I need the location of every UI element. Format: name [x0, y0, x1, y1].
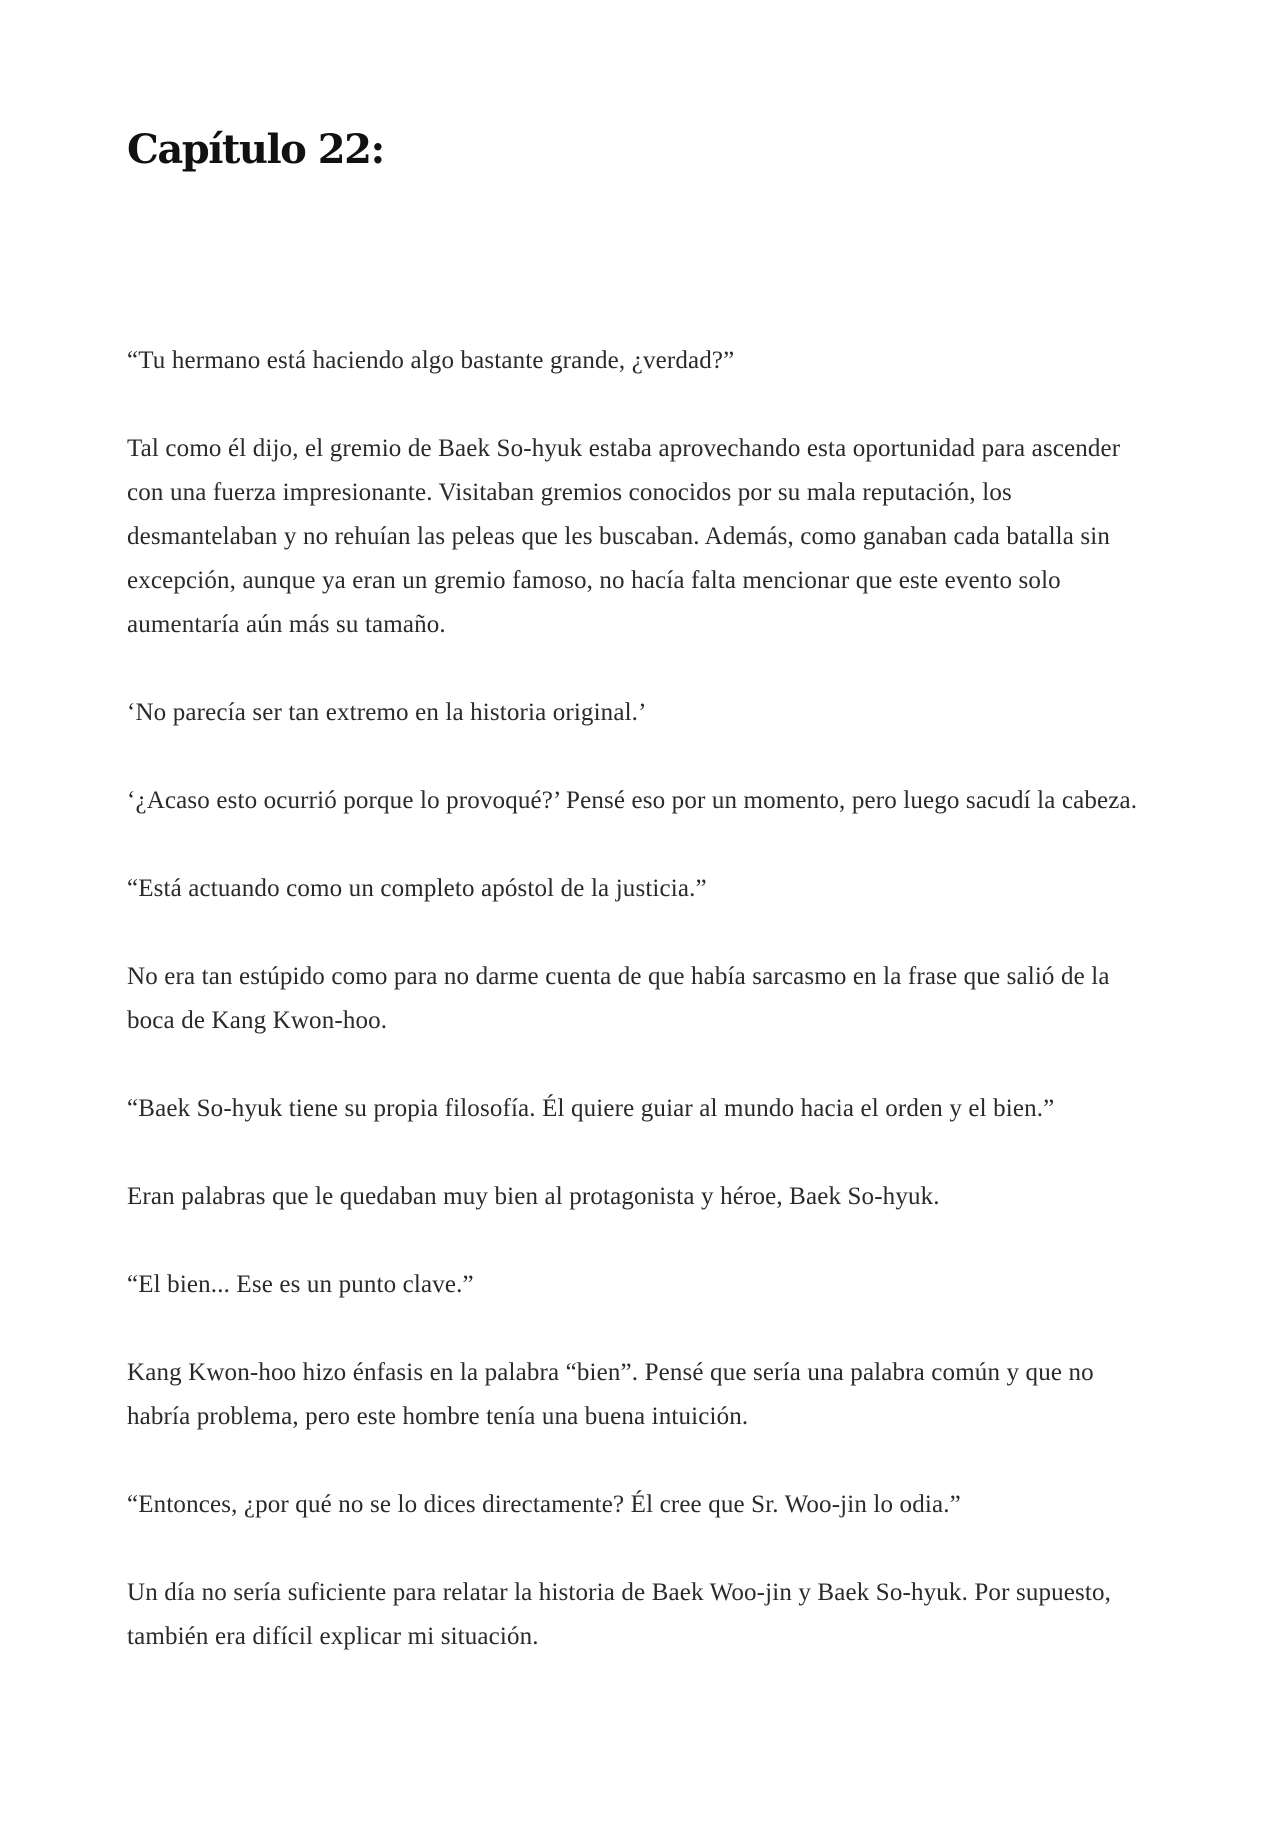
paragraph-4: ‘¿Acaso esto ocurrió porque lo provoqué?’ Pensé eso por un momento, pero luego sacudí la cabeza. [127, 787, 1138, 814]
paragraph-9: “El bien... Ese es un punto clave.” [127, 1271, 474, 1298]
paragraph-6: No era tan estúpido como para no darme cuenta de que había sarcasmo en la frase que salió de la boca de Kang Kwon-hoo. [127, 963, 1110, 1034]
paragraph-10: Kang Kwon-hoo hizo énfasis en la palabra “bien”. Pensé que sería una palabra común y que no habría problema, pero este hombre tenía una buena intuición. [127, 1359, 1094, 1430]
paragraph-5: “Está actuando como un completo apóstol de la justicia.” [127, 875, 707, 902]
paragraph-8: Eran palabras que le quedaban muy bien al protagonista y héroe, Baek So-hyuk. [127, 1183, 940, 1210]
paragraph-3: ‘No parecía ser tan extremo en la historia original.’ [127, 699, 647, 726]
paragraph-7: “Baek So-hyuk tiene su propia filosofía. Él quiere guiar al mundo hacia el orden y el bien.” [127, 1095, 1055, 1122]
paragraph-12: Un día no sería suficiente para relatar la historia de Baek Woo-jin y Baek So-hyuk. Por supuesto, también era difícil explicar mi situación. [127, 1579, 1112, 1650]
paragraph-2: Tal como él dijo, el gremio de Baek So-hyuk estaba aprovechando esta oportunidad para ascender con una fuerza impresionante. Visitaban gremios conocidos por su mala reputación, los desmantelaban y no rehuían las peleas que les buscaban. Además, como ganaban cada batalla sin excepción, aunque ya eran un gremio famoso, no hacía falta mencionar que este evento solo aumentaría aún más su tamaño. [127, 435, 1121, 638]
paragraph-1: “Tu hermano está haciendo algo bastante grande, ¿verdad?” [127, 347, 735, 374]
paragraph-11: “Entonces, ¿por qué no se lo dices directamente? Él cree que Sr. Woo-jin lo odia.” [127, 1491, 961, 1518]
chapter-body [127, 339, 1157, 1703]
chapter-title: Capítulo 22: [127, 126, 384, 173]
